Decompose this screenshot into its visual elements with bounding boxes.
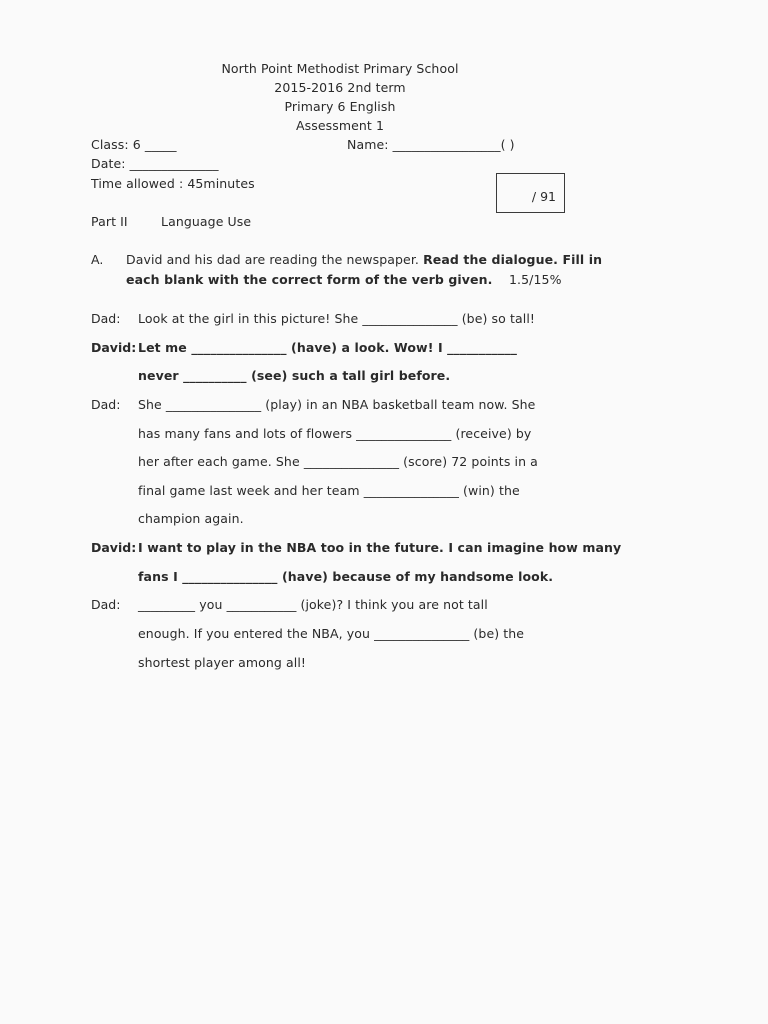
section-marks: 1.5/15% bbox=[509, 272, 562, 287]
instruction-plain: David and his dad are reading the newspaper. bbox=[126, 252, 424, 267]
dad-line-3b: enough. If you entered the NBA, you _______________ (be) the bbox=[138, 626, 525, 641]
dad-line-2e: champion again. bbox=[138, 511, 244, 526]
date-field: Date: ______________ bbox=[91, 156, 219, 171]
school-name: North Point Methodist Primary School bbox=[221, 61, 459, 76]
part-label: Part II bbox=[91, 214, 128, 229]
david-line-1: Let me _______________ (have) a look. Wow! I ___________ bbox=[138, 340, 518, 355]
dad-line-3a: _________ you ___________ (joke)? I think you are not tall bbox=[138, 597, 488, 612]
name-field: Name: _________________( ) bbox=[347, 137, 515, 152]
speaker-dad-3: Dad: bbox=[91, 597, 121, 612]
david-line-4: fans I _______________ (have) because of my handsome look. bbox=[138, 569, 554, 584]
score-total: / 91 bbox=[531, 189, 556, 204]
speaker-dad-2: Dad: bbox=[91, 397, 121, 412]
assessment-line: Assessment 1 bbox=[295, 118, 385, 133]
dad-line-2b: has many fans and lots of flowers _______________ (receive) by bbox=[138, 426, 532, 441]
part-title: Language Use bbox=[161, 214, 252, 229]
dad-line-2a: She _______________ (play) in an NBA basketball team now. She bbox=[138, 397, 536, 412]
david-line-2: never __________ (see) such a tall girl before. bbox=[138, 368, 451, 383]
score-box bbox=[496, 173, 565, 213]
subject-line: Primary 6 English bbox=[284, 99, 396, 114]
instruction-line-2: each blank with the correct form of the verb given. bbox=[126, 272, 493, 287]
instruction-line-1 bbox=[126, 252, 602, 268]
dad-line-2c: her after each game. She _______________ (score) 72 points in a bbox=[138, 454, 538, 469]
dad-line-2d: final game last week and her team _______________ (win) the bbox=[138, 483, 520, 498]
instruction-bold-1: Read the dialogue. Fill in bbox=[423, 252, 603, 267]
speaker-david-2: David: bbox=[91, 540, 137, 555]
term-line: 2015-2016 2nd term bbox=[274, 80, 406, 95]
speaker-david-1: David: bbox=[91, 340, 137, 355]
time-allowed: Time allowed : 45minutes bbox=[91, 176, 255, 191]
dad-line-1: Look at the girl in this picture! She _______________ (be) so tall! bbox=[138, 311, 536, 326]
david-line-3: I want to play in the NBA too in the future. I can imagine how many bbox=[138, 540, 622, 555]
speaker-dad-1: Dad: bbox=[91, 311, 121, 326]
section-letter: A. bbox=[91, 252, 104, 267]
dad-line-3c: shortest player among all! bbox=[138, 655, 306, 670]
class-field: Class: 6 _____ bbox=[91, 137, 177, 152]
